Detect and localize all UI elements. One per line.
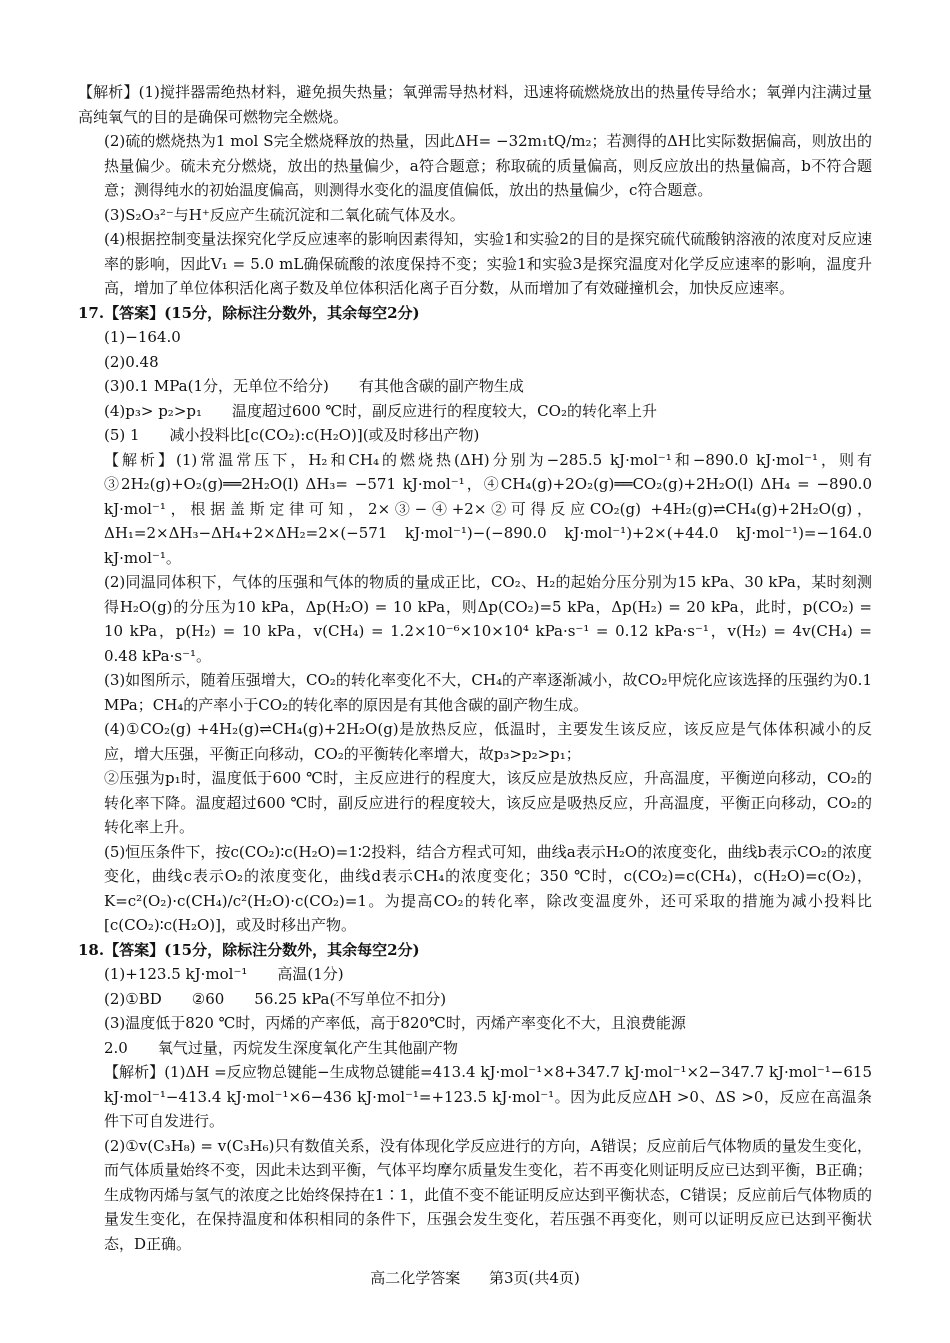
- q17-analysis-1: 【解析】(1)常温常压下，H₂和CH₄的燃烧热(ΔH)分别为−285.5 kJ·mol⁻¹和−890.0 kJ·mol⁻¹，则有③2H₂(g)+O₂(g)══2H₂O(l) ΔH₃= −571 kJ·mol⁻¹，④CH₄(g)+2O₂(g)══CO₂(g)+2H₂O(l) ΔH₄ = −890.0 kJ·mol⁻¹，根据盖斯定律可知，2×③−④+2×②可得反应CO₂(g) +4H₂(g)⇌CH₄(g)+2H₂O(g)，ΔH₁=2×ΔH₃−ΔH₄+2×ΔH₂=2×(−571 kJ·mol⁻¹)−(−890.0 kJ·mol⁻¹)+2×(+44.0 kJ·mol⁻¹)=−164.0 kJ·mol⁻¹。: [104, 450, 872, 567]
- q17-analysis-5: ②压强为p₁时，温度低于600 ℃时，主反应进行的程度大，该反应是放热反应，升高温度，平衡逆向移动，CO₂的转化率下降。温度超过600 ℃时，副反应进行的程度较大，该反应是吸热反应，升高温度，平衡正向移动，CO₂的转化率上升。: [104, 769, 872, 836]
- q17-analysis-3: (3)如图所示，随着压强增大，CO₂的转化率变化不大，CH₄的产率逐渐减小，故CO₂甲烷化应该选择的压强约为0.1 MPa；CH₄的产率小于CO₂的转化率的原因是有其他含碳的副产物生成。: [104, 671, 872, 714]
- q17-answer-2: (2)0.48: [104, 352, 159, 371]
- q17-analysis-4: (4)①CO₂(g) +4H₂(g)⇌CH₄(g)+2H₂O(g)是放热反应，低温时，主要发生该反应，该反应是气体体积减小的反应，增大压强，平衡正向移动，CO₂的平衡转化率增大，故p₃>p₂>p₁；: [104, 720, 872, 763]
- s16-analysis-1: 【解析】(1)搅拌器需绝热材料，避免损失热量；氧弹需导热材料，迅速将硫燃烧放出的热量传导给水；氧弹内注满过量高纯氧气的目的是确保可燃物完全燃烧。: [78, 83, 872, 126]
- footer-page-number: 第3页(共4页): [489, 1269, 580, 1287]
- q18-header: 18.【答案】(15分，除标注分数外，其余每空2分): [78, 940, 420, 959]
- q17-header: 17.【答案】(15分，除标注分数外，其余每空2分): [78, 303, 420, 322]
- q18-analysis-1: 【解析】(1)ΔH =反应物总键能−生成物总键能=413.4 kJ·mol⁻¹×8+347.7 kJ·mol⁻¹×2−347.7 kJ·mol⁻¹−615 kJ·mol⁻¹−413.4 kJ·mol⁻¹×6−436 kJ·mol⁻¹=+123.5 kJ·mol⁻¹。因为此反应ΔH >0、ΔS >0，反应在高温条件下可自发进行。: [104, 1063, 872, 1130]
- q17-analysis-2: (2)同温同体积下，气体的压强和气体的物质的量成正比，CO₂、H₂的起始分压分别为15 kPa、30 kPa，某时刻测得H₂O(g)的分压为10 kPa，Δp(H₂O) = 10 kPa，则Δp(CO₂)=5 kPa，Δp(H₂) = 20 kPa，此时，p(CO₂) = 10 kPa，p(H₂) = 10 kPa，v(CH₄) = 1.2×10⁻⁶×10×10⁴ kPa·s⁻¹ = 0.12 kPa·s⁻¹，v(H₂) = 4v(CH₄) = 0.48 kPa·s⁻¹。: [104, 573, 872, 665]
- q18-answer-3: (3)温度低于820 ℃时，丙烯的产率低，高于820℃时，丙烯产率变化不大，且浪费能源: [104, 1014, 686, 1032]
- footer-subject: 高二化学答案: [370, 1269, 461, 1287]
- q18-analysis-2: (2)①v(C₃H₈) = v(C₃H₆)只有数值关系，没有体现化学反应进行的方向，A错误；反应前后气体物质的量发生变化，而气体质量始终不变，因此未达到平衡，气体平均摩尔质量发生变化，若不再变化则证明反应已达到平衡，B正确；生成物丙烯与氢气的浓度之比始终保持在1∶1，此值不变不能证明反应达到平衡状态，C错误；反应前后气体物质的量发生变化，在保持温度和体积相同的条件下，压强会发生变化，若压强不再变化，则可以证明反应已达到平衡状态，D正确。: [104, 1136, 872, 1253]
- s16-analysis-4: (4)根据控制变量法探究化学反应速率的影响因素得知，实验1和实验2的目的是探究硫代硫酸钠溶液的浓度对反应速率的影响，因此V₁ = 5.0 mL确保硫酸的浓度保持不变；实验1和实验3是探究温度对化学反应速率的影响，温度升高，增加了单位体积活化离子数及单位体积活化离子百分数，从而增加了有效碰撞机会，加快反应速率。: [104, 230, 872, 297]
- s16-analysis-2: (2)硫的燃烧热为1 mol S完全燃烧释放的热量，因此ΔH= −32m₁tQ/m₂；若测得的ΔH比实际数据偏高，则放出的热量偏少。硫未充分燃烧，放出的热量偏少，a符合题意；称取硫的质量偏高，则反应放出的热量偏高，b不符合题意；测得纯水的初始温度偏高，则测得水变化的温度值偏低，放出的热量偏少，c符合题意。: [104, 132, 872, 199]
- q18-answer-2: (2)①BD ②60 56.25 kPa(不写单位不扣分): [104, 989, 447, 1008]
- page-content: [78, 80, 872, 1256]
- q17-answer-4: (4)p₃> p₂>p₁ 温度超过600 ℃时，副反应进行的程度较大，CO₂的转化率上升: [104, 401, 657, 420]
- q17-answer-5: (5) 1 减小投料比[c(CO₂):c(H₂O)](或及时移出产物): [104, 426, 480, 444]
- page-footer: [0, 1266, 950, 1291]
- q18-answer-4: 2.0 氧气过量，丙烷发生深度氧化产生其他副产物: [104, 1038, 458, 1057]
- q17-analysis-6: (5)恒压条件下，按c(CO₂)∶c(H₂O)=1∶2投料，结合方程式可知，曲线a表示H₂O的浓度变化，曲线b表示CO₂的浓度变化，曲线c表示O₂的浓度变化，曲线d表示CH₄的浓度变化；350 ℃时，c(CO₂)=c(CH₄)，c(H₂O)=c(O₂)，K=c²(O₂)·c(CH₄)/c²(H₂O)·c(CO₂)=1。为提高CO₂的转化率，除改变温度外，还可采取的措施为减小投料比[c(CO₂)∶c(H₂O)]，或及时移出产物。: [104, 842, 872, 934]
- q18-answer-1: (1)+123.5 kJ·mol⁻¹ 高温(1分): [104, 965, 344, 983]
- q17-answer-3: (3)0.1 MPa(1分，无单位不给分) 有其他含碳的副产物生成: [104, 377, 524, 395]
- q17-answer-1: (1)−164.0: [104, 328, 181, 346]
- s16-analysis-3: (3)S₂O₃²⁻与H⁺反应产生硫沉淀和二氧化硫气体及水。: [104, 205, 465, 224]
